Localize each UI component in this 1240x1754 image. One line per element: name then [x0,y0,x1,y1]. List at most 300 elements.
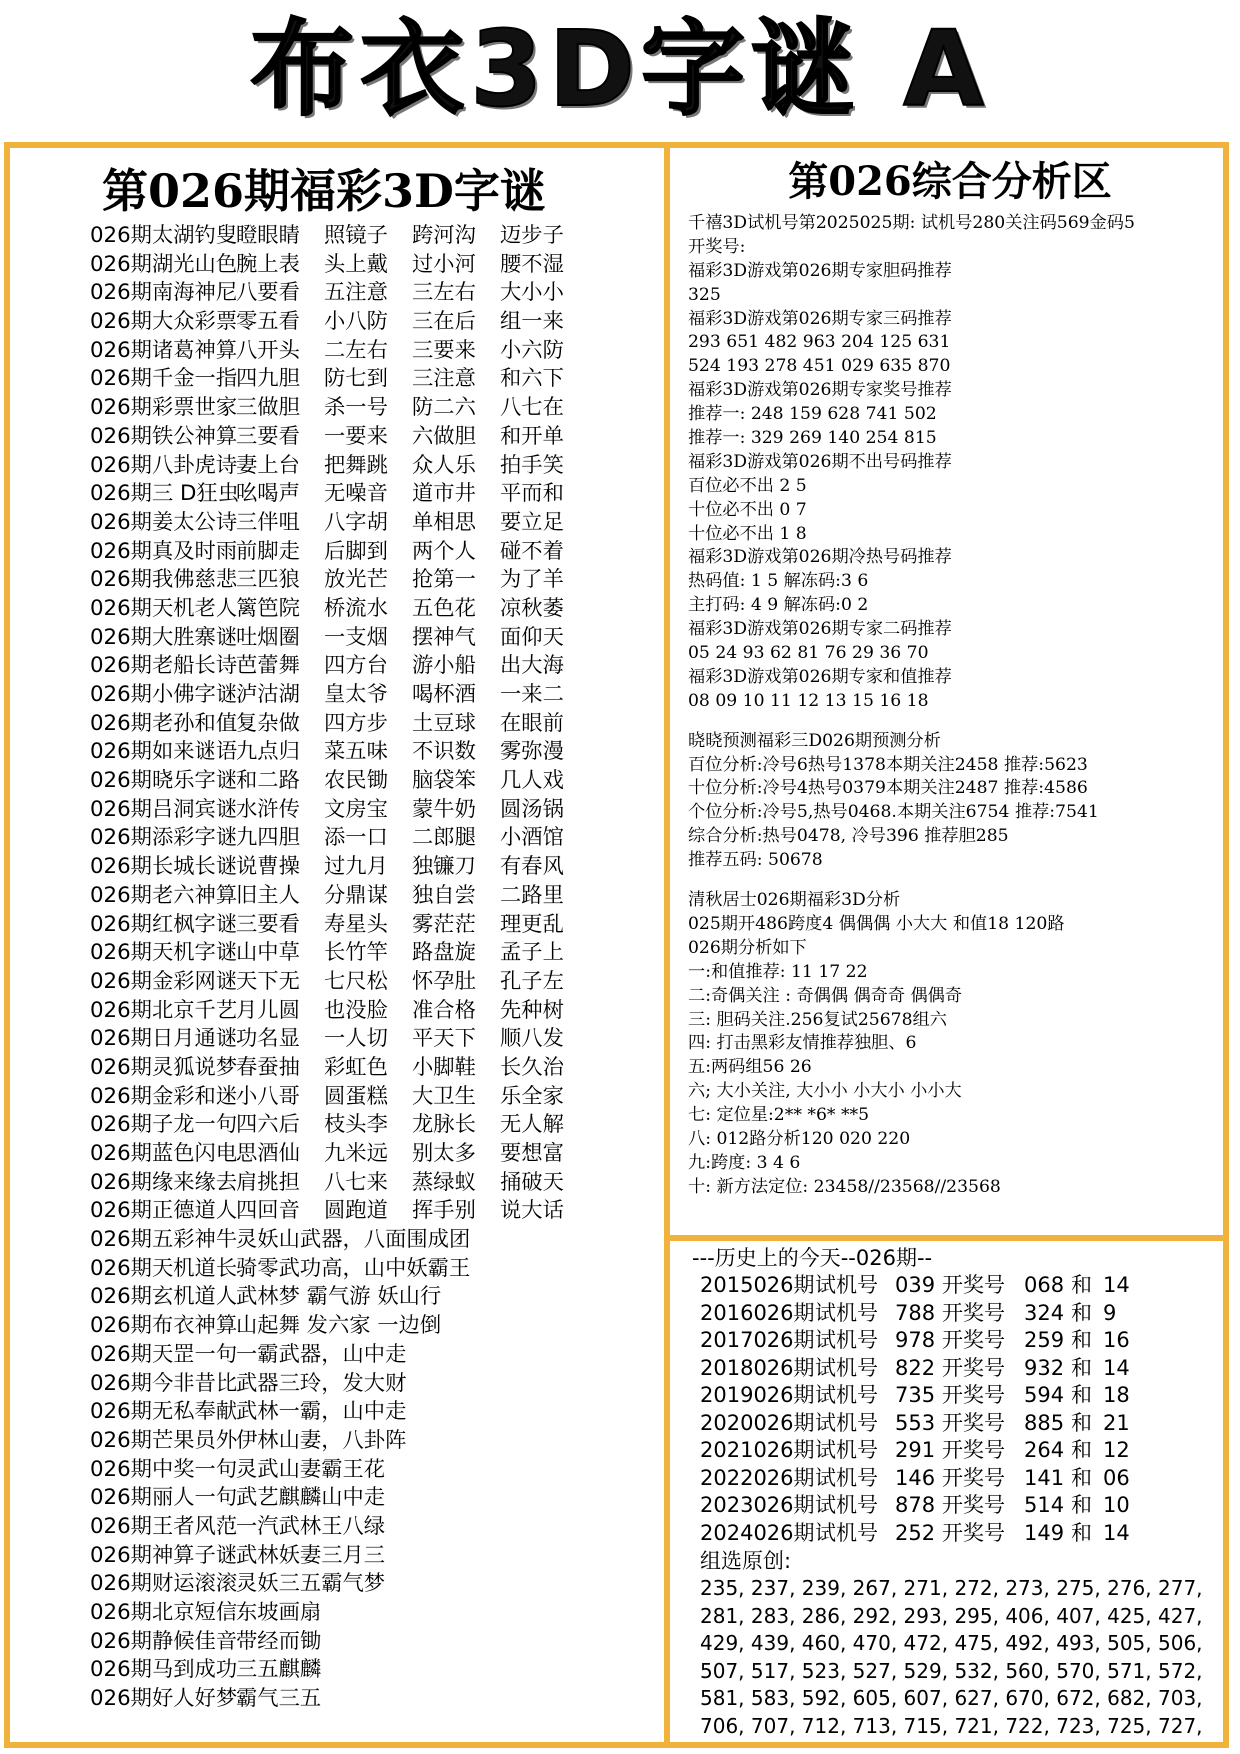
vertical-divider [664,142,670,1748]
riddle-row [10,1484,660,1513]
sum-label: 和 [1071,1328,1092,1352]
riddle-row [10,1628,660,1657]
sum-label: 和 [1071,1493,1092,1517]
riddle-row [10,1054,660,1083]
analysis-line: 七: 定位星:2** *6* **5 [688,1105,870,1126]
sum-value: 10 [1103,1493,1130,1517]
riddle-clue: 复杂做 [236,710,300,736]
combo-line: 281, 283, 286, 292, 293, 295, 406, 407, 425, 427, [700,1603,1203,1628]
riddle-row [10,1255,660,1284]
analysis-line: 福彩3D游戏第026期专家奖号推荐 [688,380,952,401]
analysis-line: 福彩3D游戏第026期专家三码推荐 [688,308,952,329]
history-row [680,1382,1220,1410]
sum-value: 12 [1103,1438,1130,1462]
analysis-panel [680,148,1220,1233]
riddle-source: 026期蓝色闪电 [90,1141,238,1166]
riddle-clue: 九米远 [324,1141,388,1166]
analysis-line: 八: 012路分析120 020 220 [688,1128,911,1149]
riddle-source: 026期静候佳音 [90,1628,238,1654]
sum-value: 16 [1103,1328,1130,1352]
riddle-row [10,1398,660,1427]
riddle-clue: 杀一号 [324,395,388,421]
riddle-source: 026期灵狐说梦 [90,1054,238,1080]
riddle-clue: 三要看 [236,911,300,937]
riddle-row [10,796,660,825]
riddle-source: 026期天机字谜 [90,940,238,966]
riddle-source: 026期金彩和迷 [90,1083,238,1109]
combo-list [680,1575,1220,1740]
trial-number: 039 [895,1273,936,1297]
trial-label: 试机号 [815,1273,878,1297]
history-row [680,1300,1220,1328]
expert-recommendations [680,212,1220,714]
riddle-source: 026期如来谜语 [90,739,238,765]
draw-label: 开奖号 [942,1493,1005,1517]
riddle-clue: 天下无 [236,968,300,994]
sum-value: 14 [1103,1273,1130,1297]
riddle-verse: 带经而锄 [236,1628,322,1654]
riddle-clue: 瞪眼睛 [236,223,300,248]
riddle-clue: 长久治 [500,1054,564,1080]
riddle-clue: 迈步子 [500,223,564,248]
riddle-clue: 碰不着 [500,538,564,564]
draw-number: 885 [1024,1410,1065,1435]
riddle-verse: 伊林山妻，八卦阵 [236,1427,407,1453]
riddle-row [10,824,660,853]
draw-number: 324 [1024,1300,1065,1325]
riddle-clue: 挥手别 [412,1198,476,1224]
riddle-row [10,738,660,767]
riddle-panel [10,148,660,1744]
riddle-clue: 二左右 [324,337,388,363]
history-row [680,1492,1220,1520]
analysis-line: 十位分析:冷号4热号0379本期关注2487 推荐:4586 [688,778,1088,799]
draw-label: 开奖号 [942,1465,1005,1490]
riddle-clue: 三伴咀 [236,509,300,535]
riddle-clue: 游小船 [412,653,476,679]
riddle-clue: 功名显 [236,1026,300,1052]
riddle-row [10,251,660,280]
riddle-row [10,595,660,624]
riddle-clue: 蒸绿蚁 [412,1169,476,1195]
banner-title: 布衣3D字谜 A [250,8,990,130]
trial-number: 735 [895,1383,936,1407]
riddle-source: 026期湖光山色 [90,251,238,277]
analysis-line: 六; 大小关注, 大小小 小大小 小小大 [688,1081,962,1102]
analysis-line: 推荐一: 329 269 140 254 815 [688,428,937,449]
riddle-clue: 和六下 [500,366,564,392]
riddle-source: 026期晓乐字谜 [90,768,238,794]
analysis-line: 千禧3D试机号第2025025期: 试机号280关注码569金码5 [688,213,1135,233]
analysis-line: 百位分析:冷号6热号1378本期关注2458 推荐:5623 [688,754,1088,775]
riddle-clue: 先种树 [500,997,564,1023]
riddle-clue: 怀孕肚 [412,968,476,994]
riddle-clue: 说大话 [500,1198,564,1224]
history-period: 2023026期 [700,1493,815,1517]
riddle-row [10,222,660,251]
riddle-clue: 喝杯酒 [412,682,476,707]
riddle-clue: 有春风 [500,854,564,880]
analysis-line: 026期分析如下 [688,937,807,958]
trial-label: 试机号 [815,1520,878,1545]
riddle-clue: 脑袋笨 [412,768,476,794]
riddle-verse: 灵妖山武器，八面围成团 [236,1227,471,1253]
riddle-row [10,423,660,452]
riddle-clue: 防七到 [324,366,388,392]
riddle-row [10,1570,660,1599]
riddle-clue: 几人戏 [500,768,564,794]
riddle-clue: 照镜子 [324,223,388,248]
analysis-line: 推荐五码: 50678 [688,850,823,871]
sum-label: 和 [1071,1273,1092,1297]
draw-label: 开奖号 [942,1273,1005,1297]
riddle-verse: 灵武山妻霸王花 [236,1456,386,1482]
history-row [680,1465,1220,1493]
riddle-clue: 乐全家 [500,1083,564,1109]
riddle-clue: 四九胆 [236,366,300,392]
riddle-clue: 过小河 [412,251,476,277]
riddle-clue: 后脚到 [324,538,388,564]
sum-label: 和 [1071,1465,1092,1490]
riddle-row [10,1456,660,1485]
riddle-clue: 孟子上 [500,940,564,966]
riddle-verse: 一霸武器，山中走 [236,1341,407,1367]
riddle-clue: 圆蛋糕 [324,1083,388,1109]
riddle-verse: 一汽武林王八绿 [236,1513,386,1539]
riddle-clue: 零五看 [236,309,300,335]
riddle-source: 026期财运滚滚 [90,1571,238,1597]
sum-value: 14 [1103,1355,1130,1380]
trial-number: 788 [895,1300,936,1325]
riddle-clue: 出大海 [500,653,564,679]
riddle-verse: 武艺麒麟山中走 [236,1485,386,1511]
combo-label: 组选原创: [700,1549,792,1573]
sum-value: 18 [1103,1383,1130,1407]
analysis-line: 福彩3D游戏第026期专家胆码推荐 [688,260,952,281]
riddle-clue: 添一口 [324,825,388,851]
riddle-row [10,767,660,796]
history-row [680,1410,1220,1438]
combo-line: 429, 439, 460, 470, 472, 475, 492, 493, 505, 506, [700,1631,1203,1655]
analysis-line: 十: 新方法定位: 23458//23568//23568 [688,1176,1001,1197]
riddle-source: 026期小佛字谜 [90,682,238,707]
analysis-line: 524 193 278 451 029 635 870 [688,356,951,377]
riddle-clue: 过九月 [324,854,388,880]
riddle-clue: 头上戴 [324,251,388,277]
riddle-source: 026期芒果员外 [90,1427,238,1453]
riddle-row [10,997,660,1026]
riddle-clue: 圆跑道 [324,1198,388,1224]
riddle-clue: 八七来 [324,1169,388,1195]
riddle-row [10,853,660,882]
trial-number: 878 [895,1493,936,1517]
history-row [680,1272,1220,1300]
riddle-clue: 五色花 [412,595,476,621]
analysis-line: 个位分析:冷号5,热号0468.本期关注6754 推荐:7541 [688,802,1099,823]
riddle-clue: 抢第一 [412,567,476,593]
riddle-clue: 枝头李 [324,1112,388,1138]
analysis-line: 五:两码组56 26 [688,1057,812,1078]
history-title: ---历史上的今天--026期-- [692,1246,933,1270]
riddle-row [10,1312,660,1341]
draw-label: 开奖号 [942,1383,1005,1407]
analysis-line: 福彩3D游戏第026期不出号码推荐 [688,451,952,472]
riddle-clue: 篱笆院 [236,595,300,621]
riddle-clue: 二郎腿 [412,825,476,851]
riddle-clue: 三左右 [412,280,476,306]
draw-label: 开奖号 [942,1300,1005,1325]
riddle-clue: 思酒仙 [236,1141,300,1166]
riddle-clue: 两个人 [412,538,476,564]
riddle-clue: 分鼎谋 [324,882,388,908]
riddle-row [10,394,660,423]
history-period: 2021026期 [700,1438,815,1462]
riddle-source: 026期彩票世家 [90,395,238,421]
history-row [680,1327,1220,1355]
riddle-clue: 四方步 [324,710,388,736]
riddle-verse: 东坡画扇 [236,1600,322,1625]
riddle-source: 026期天机道长 [90,1255,238,1281]
riddle-clue: 说曹操 [236,854,300,880]
analysis-line: 福彩3D游戏第026期专家二码推荐 [688,619,952,640]
riddle-source: 026期今非昔比 [90,1370,238,1396]
history-period: 2022026期 [700,1465,815,1490]
riddle-source: 026期马到成功 [90,1657,238,1683]
riddle-source: 026期北京千艺 [90,997,238,1023]
riddle-clue: 八字胡 [324,509,388,535]
riddle-clue: 一要来 [324,423,388,449]
analysis-line: 293 651 482 963 204 125 631 [688,332,951,353]
riddle-clue: 肩挑担 [236,1169,300,1195]
riddle-verse: 武林一霸，山中走 [236,1399,407,1425]
riddle-clue: 单相思 [412,509,476,535]
analysis-line: 综合分析:热号0478, 冷号396 推荐胆285 [688,826,1009,847]
analysis-line: 晓晓预测福彩三D026期预测分析 [688,730,941,751]
combo-line: 235, 237, 239, 267, 271, 272, 273, 275, 276, 277, [700,1576,1203,1600]
riddle-clue: 八开头 [236,337,300,363]
sum-value: 9 [1103,1300,1117,1325]
trial-number: 146 [895,1465,936,1490]
riddle-clue: 在眼前 [500,710,564,736]
riddle-clue: 一支烟 [324,624,388,650]
history-period: 2018026期 [700,1355,815,1380]
trial-number: 291 [895,1438,936,1462]
sum-label: 和 [1071,1383,1092,1407]
analysis-line: 热码值: 1 5 解冻码:3 6 [688,571,869,592]
riddle-clue: 四六后 [236,1112,300,1138]
riddle-verse: 骑零武功高，山中妖霸王 [236,1255,471,1281]
riddle-row [10,1169,660,1198]
history-row [680,1520,1220,1548]
riddle-clue: 一人切 [324,1026,388,1052]
analysis-line: 开奖号: [688,236,746,257]
riddle-source: 026期吕洞宾谜 [90,796,238,822]
riddle-clue: 孔子左 [500,968,564,994]
riddle-source: 026期千金一指 [90,366,238,392]
analysis-line: 推荐一: 248 159 628 741 502 [688,404,937,425]
riddle-clue: 无噪音 [324,481,388,507]
riddle-clue: 七尺松 [324,968,388,994]
riddle-source: 026期大众彩票 [90,309,238,335]
riddle-clue: 独镰刀 [412,854,476,880]
riddle-row [10,1083,660,1112]
riddle-row [10,1513,660,1542]
riddle-clue: 八七在 [500,395,564,421]
riddle-row [10,365,660,394]
trial-number: 553 [895,1410,936,1435]
analysis-line: 福彩3D游戏第026期专家和值推荐 [688,666,952,687]
draw-number: 259 [1024,1328,1065,1352]
draw-number: 149 [1024,1520,1065,1545]
riddle-clue: 和开单 [500,423,564,449]
riddle-source: 026期诸葛神算 [90,337,238,363]
riddle-clue: 不识数 [412,739,476,765]
trial-label: 试机号 [815,1355,878,1380]
riddle-clue: 水浒传 [236,796,300,822]
riddle-row [10,1427,660,1456]
trial-label: 试机号 [815,1383,878,1407]
riddle-clue: 泸沽湖 [236,682,300,707]
riddle-clue: 三在后 [412,309,476,335]
riddle-row [10,624,660,653]
history-period: 2019026期 [700,1383,815,1407]
riddle-clue: 妻上台 [236,452,300,478]
analysis-line: 九:跨度: 3 4 6 [688,1152,801,1173]
riddle-clue: 土豆球 [412,710,476,736]
trial-label: 试机号 [815,1300,878,1325]
sum-label: 和 [1071,1410,1092,1435]
riddle-clue: 也没脸 [324,997,388,1023]
riddle-row [10,279,660,308]
riddle-list [10,222,660,1226]
riddle-clue: 圆汤锅 [500,796,564,822]
riddle-clue: 雾弥漫 [500,739,564,765]
draw-number: 141 [1024,1465,1065,1490]
riddle-clue: 彩虹色 [324,1054,388,1080]
riddle-clue: 长竹竿 [324,940,388,966]
riddle-clue: 独自尝 [412,882,476,908]
qingqiu-analysis [680,889,1220,1200]
section-gap [680,873,1220,889]
riddle-line-list [10,1226,660,1714]
riddle-source: 026期无私奉献 [90,1399,238,1425]
draw-number: 932 [1024,1355,1065,1380]
riddle-source: 026期日月通谜 [90,1026,238,1052]
riddle-source: 026期五彩神牛 [90,1227,238,1253]
draw-label: 开奖号 [942,1438,1005,1462]
riddle-verse: 武林梦 霸气游 妖山行 [236,1284,442,1310]
riddle-clue: 三匹狼 [236,567,300,593]
analysis-line: 十位必不出 0 7 [688,499,807,520]
riddle-row [10,1140,660,1169]
riddle-clue: 龙脉长 [412,1112,476,1138]
riddle-clue: 前脚走 [236,538,300,564]
riddle-source: 026期真及时雨 [90,538,238,564]
riddle-clue: 三要来 [412,337,476,363]
riddle-source: 026期天罡一句 [90,1341,238,1367]
riddle-clue: 文房宝 [324,796,388,822]
trial-label: 试机号 [815,1493,878,1517]
riddle-row [10,1025,660,1054]
riddle-clue: 皇太爷 [324,682,388,707]
analysis-line: 一:和值推荐: 11 17 22 [688,961,868,982]
draw-number: 514 [1024,1493,1065,1517]
riddle-source: 026期天机老人 [90,595,238,621]
trial-label: 试机号 [815,1410,878,1435]
riddle-source: 026期三 D狂虫 [90,481,240,507]
draw-number: 264 [1024,1438,1065,1462]
riddle-clue: 顺八发 [500,1026,564,1052]
sum-label: 和 [1071,1300,1092,1325]
history-panel [680,1244,1220,1744]
analysis-line: 福彩3D游戏第026期冷热号码推荐 [688,547,952,568]
riddle-clue: 五注意 [324,280,388,306]
riddle-clue: 组一来 [500,309,564,335]
riddle-clue: 小八哥 [236,1083,300,1109]
history-period: 2020026期 [700,1410,815,1435]
riddle-row [10,911,660,940]
draw-label: 开奖号 [942,1520,1005,1545]
riddle-source: 026期子龙一句 [90,1112,238,1138]
riddle-clue: 蒙牛奶 [412,796,476,822]
riddle-clue: 别太多 [412,1141,476,1166]
analysis-line: 百位必不出 2 5 [688,475,807,496]
riddle-clue: 拍手笑 [500,452,564,478]
riddle-row [10,1341,660,1370]
riddle-source: 026期布衣神算 [90,1313,238,1339]
riddle-source: 026期我佛慈悲 [90,567,238,593]
riddle-row [10,538,660,567]
riddle-clue: 凉秋萎 [500,595,564,621]
riddle-source: 026期神算子谜 [90,1542,238,1568]
analysis-line: 十位必不出 1 8 [688,523,807,544]
riddle-source: 026期丽人一句 [90,1485,238,1511]
combo-line: 507, 517, 523, 527, 529, 532, 560, 570, 571, 572, [700,1658,1203,1683]
trial-label: 试机号 [815,1465,878,1490]
riddle-clue: 平而和 [500,481,564,507]
section-gap [680,714,1220,730]
sum-value: 06 [1103,1465,1130,1490]
riddle-source: 026期红枫字谜 [90,911,238,937]
riddle-panel-title: 第026期福彩3D字谜 [102,164,546,218]
riddle-row [10,566,660,595]
riddle-clue: 面仰天 [500,624,564,650]
trial-label: 试机号 [815,1438,878,1462]
riddle-clue: 大卫生 [412,1083,476,1109]
combo-line: 581, 583, 592, 605, 607, 627, 670, 672, 682, 703, [700,1686,1203,1710]
riddle-source: 026期老六神算 [90,882,238,908]
history-period: 2024026期 [700,1520,815,1545]
analysis-line: 二:奇偶关注 : 奇偶偶 偶奇奇 偶偶奇 [688,985,963,1006]
riddle-source: 026期正德道人 [90,1198,238,1224]
riddle-clue: 芭蕾舞 [236,653,300,679]
riddle-clue: 寿星头 [324,911,388,937]
riddle-verse: 灵妖三五霸气梦 [236,1571,386,1597]
riddle-clue: 三注意 [412,366,476,392]
riddle-clue: 六做胆 [412,423,476,449]
riddle-clue: 把舞跳 [324,452,388,478]
riddle-source: 026期王者风范 [90,1513,238,1539]
riddle-clue: 防二六 [412,395,476,421]
trial-number: 978 [895,1328,936,1352]
draw-number: 068 [1024,1273,1065,1297]
riddle-row [10,968,660,997]
history-row [680,1437,1220,1465]
history-period: 2017026期 [700,1328,815,1352]
riddle-verse: 霸气三五 [236,1686,322,1712]
trial-label: 试机号 [815,1328,878,1352]
riddle-clue: 雾茫茫 [412,911,476,937]
